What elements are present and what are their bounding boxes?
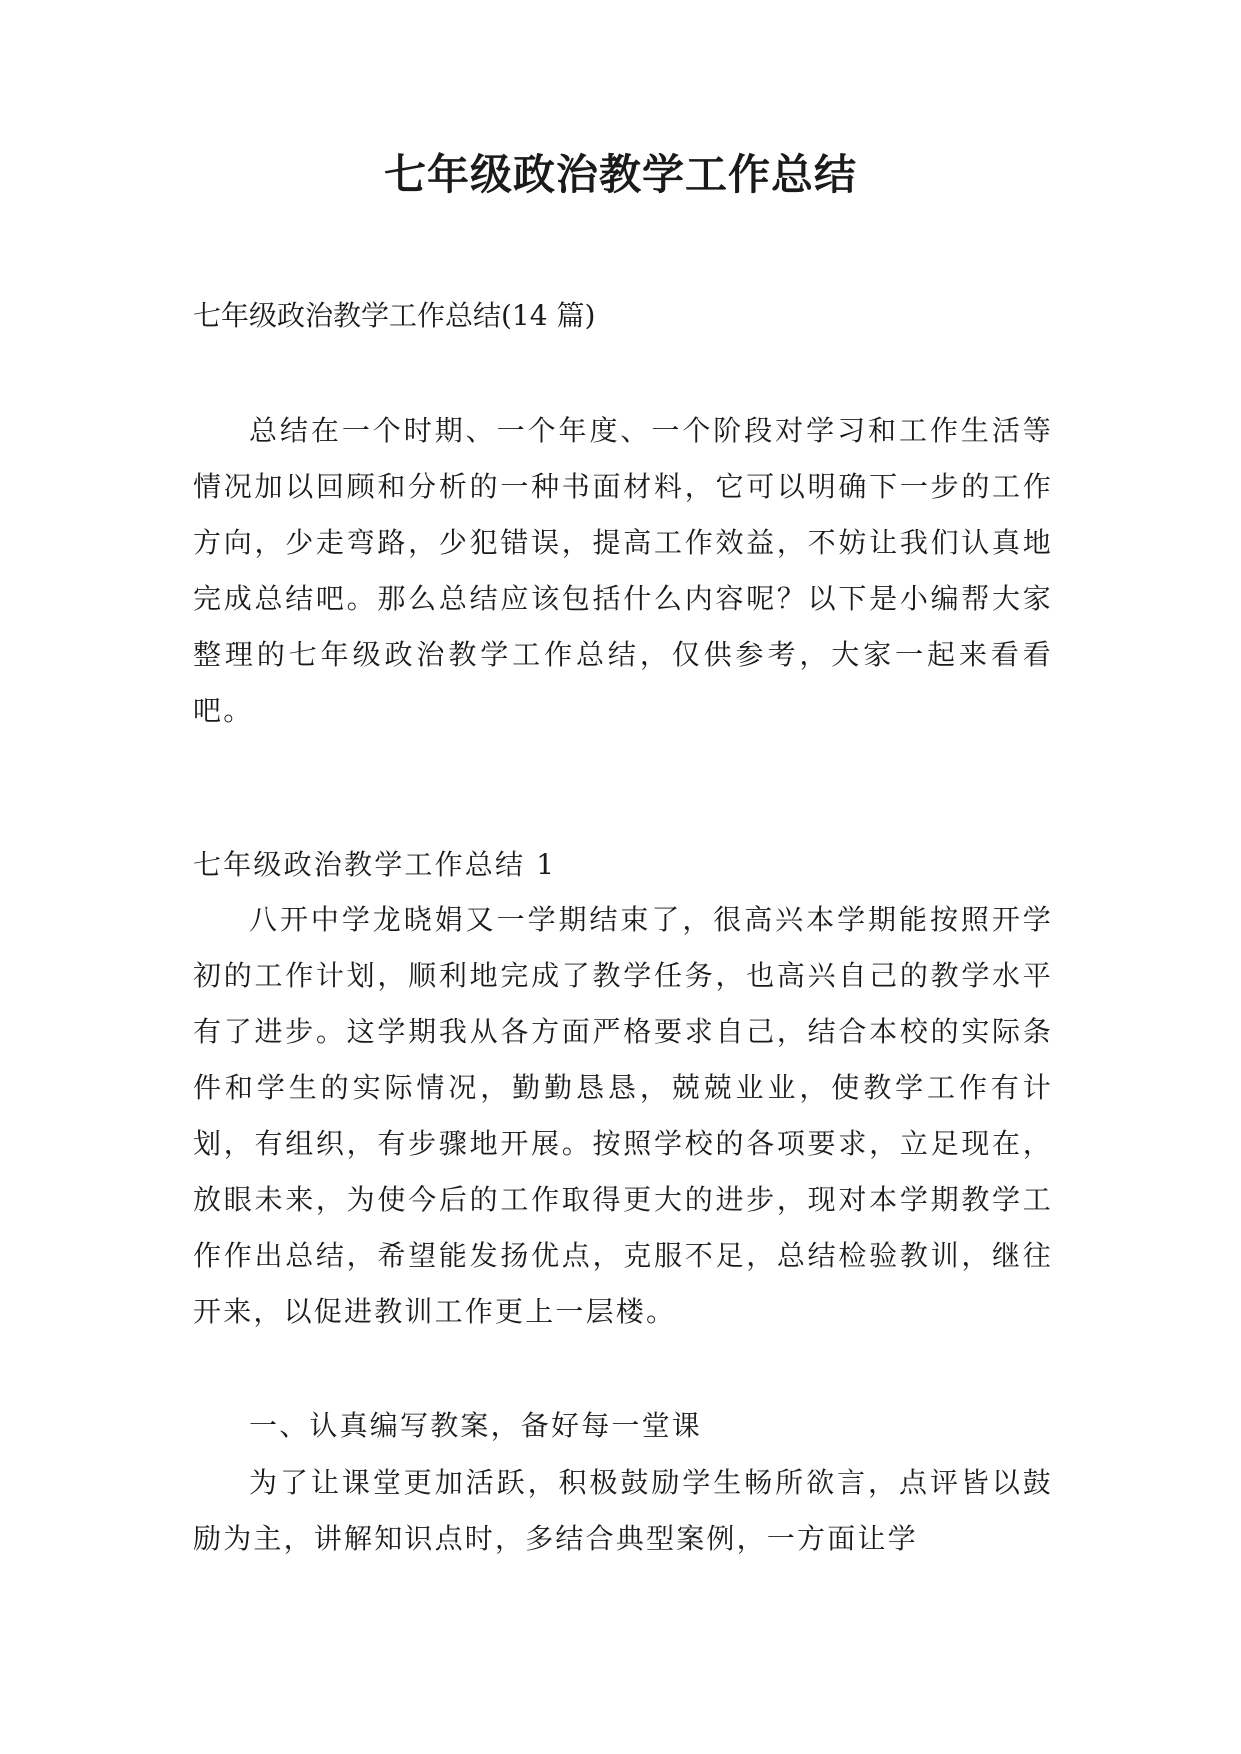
- body-paragraph-continued: 为了让课堂更加活跃，积极鼓励学生畅所欲言，点评皆以鼓励为主，讲解知识点时，多结合典型案例，一方面让学: [193, 1466, 1053, 1555]
- document-subtitle: 七年级政治教学工作总结(14 篇): [193, 299, 596, 332]
- section-heading: 七年级政治教学工作总结 1: [193, 848, 557, 881]
- intro-paragraph: 总结在一个时期、一个年度、一个阶段对学习和工作生活等情况加以回顾和分析的一种书面材料，它可以明确下一步的工作方向，少走弯路，少犯错误，提高工作效益，不妨让我们认真地完成总结吧。那么总结应该包括什么内容呢？以下是小编帮大家整理的七年级政治教学工作总结，仅供参考，大家一起来看看吧。: [193, 414, 1053, 727]
- body-paragraph: 八开中学龙晓娟又一学期结束了，很高兴本学期能按照开学初的工作计划，顺利地完成了教学任务，也高兴自己的教学水平有了进步。这学期我从各方面严格要求自己，结合本校的实际条件和学生的实际情况，勤勤恳恳，兢兢业业，使教学工作有计划，有组织，有步骤地开展。按照学校的各项要求，立足现在，放眼未来，为使今后的工作取得更大的进步，现对本学期教学工作作出总结，希望能发扬优点，克服不足，总结检验教训，继往开来，以促进教训工作更上一层楼。: [193, 903, 1053, 1328]
- document-title: 七年级政治教学工作总结: [383, 150, 857, 199]
- subsection-heading: 一、认真编写教案，备好每一堂课: [249, 1409, 703, 1442]
